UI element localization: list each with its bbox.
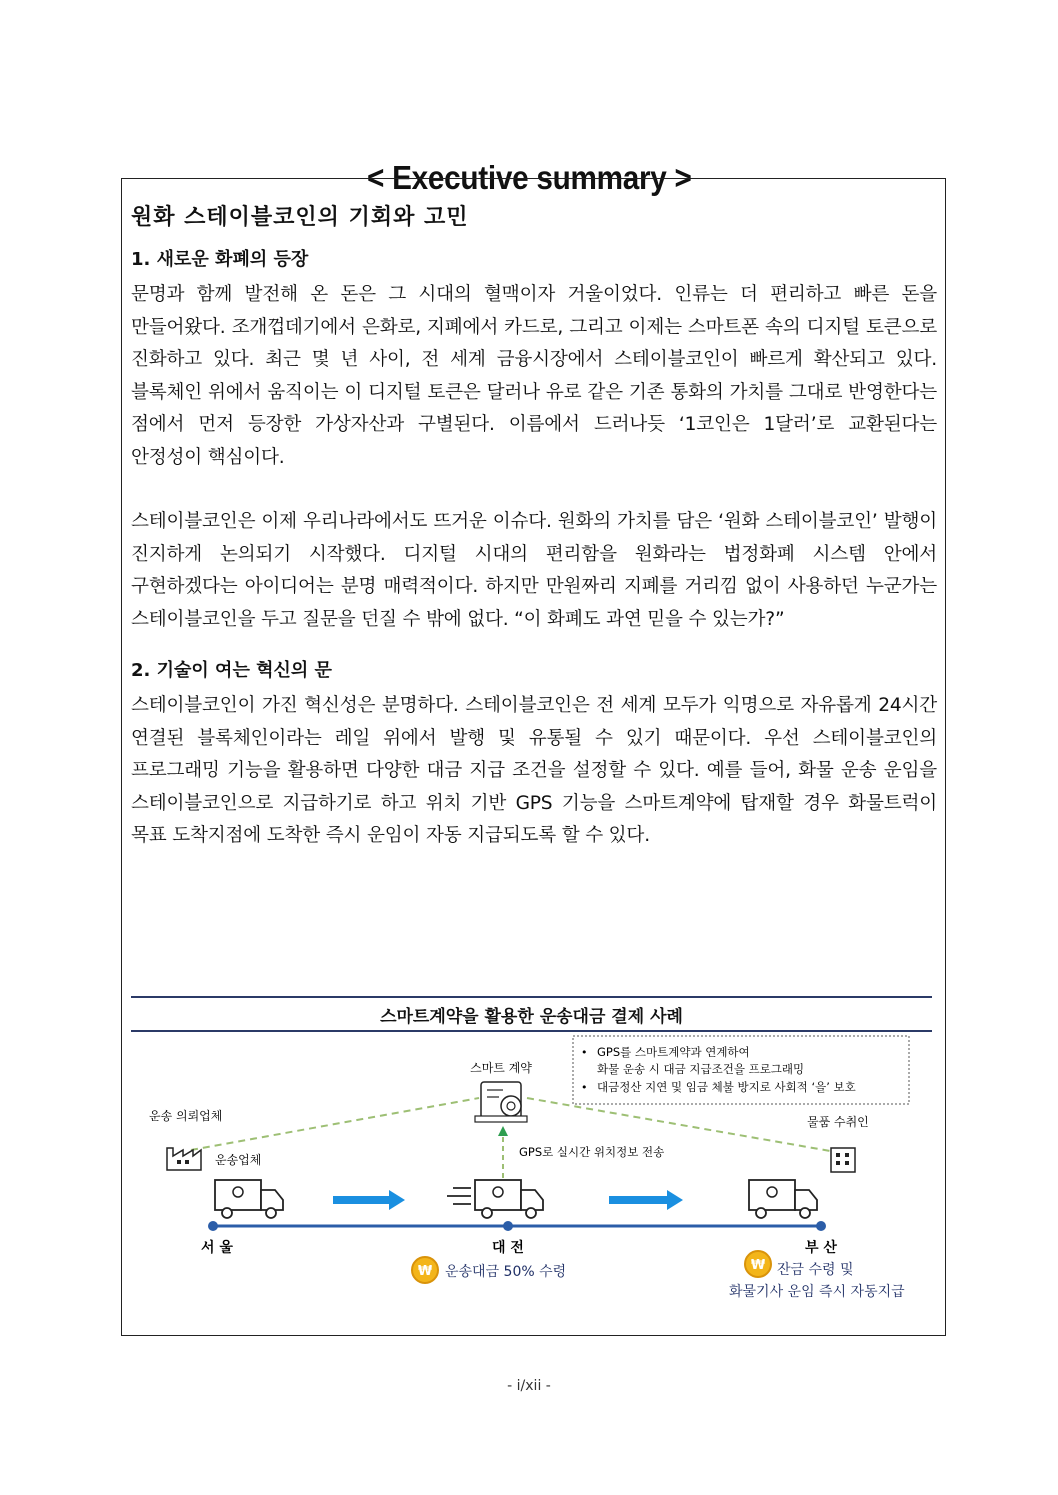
note-bullet-1-line-1: GPS를 스마트계약과 연계하여	[597, 1045, 750, 1059]
seoul-node	[208, 1221, 218, 1231]
city-busan: 부 산	[805, 1240, 837, 1256]
city-seoul: 서 울	[201, 1240, 233, 1256]
final-payment-line-2: 화물기사 운임 즉시 자동지급	[729, 1284, 905, 1300]
section-1-paragraph-1: 문명과 함께 발전해 온 돈은 그 시대의 혈맥이자 거울이었다. 인류는 더 편리하고 빠른 돈을 만들어왔다. 조개껍데기에서 은화로, 지폐에서 카드로, 그리고 이제는 스마트폰 속의 디지털 토큰으로 진화하고 있다. 최근 몇 년 사이, 전 세계 금융시장에서 스테이블코인이 빠르게 확산되고 있다. 블록체인 위에서 움직이는 이 디지털 토큰은 달러나 유로 같은 기존 통화의 가치를 그대로 반영한다는 점에서 먼저 등장한 가상자산과 구별된다. 이름에서 드러나듯 ‘1코인은 1달러’로 교환된다는 안정성이 핵심이다.	[131, 284, 937, 468]
shipper-contract-link	[191, 1098, 479, 1150]
smart-contract-icon	[475, 1082, 527, 1122]
carrier-label: 운송업체	[215, 1153, 262, 1167]
main-heading: 원화 스테이블코인의 기회와 고민	[131, 205, 469, 230]
truck-seoul-icon	[215, 1180, 283, 1218]
final-payment-line-1: 잔금 수령 및	[777, 1262, 854, 1278]
payment-diagram	[131, 996, 932, 1316]
section-1-paragraph-2: 스테이블코인은 이제 우리나라에서도 뜨거운 이슈다. 원화의 가치를 담은 ‘원화 스테이블코인’ 발행이 진지하게 논의되기 시작했다. 디지털 시대의 편리함을 원화라는 법정화폐 시스템 안에서 구현하겠다는 아이디어는 분명 매력적이다. 하지만 만원짜리 지폐를 거리낌 없이 사용하던 누군가는 스테이블코인을 두고 질문을 던질 수 밖에 없다. “이 화폐도 과연 믿을 수 있는가?”	[131, 511, 937, 630]
bullet-dot-1: •	[581, 1046, 588, 1059]
busan-node	[816, 1221, 826, 1231]
svg-text:₩: ₩	[417, 1264, 433, 1279]
section-1-heading: 1. 새로운 화폐의 등장	[131, 249, 309, 270]
figure-top-rule	[131, 996, 932, 998]
diagram-svg	[131, 1030, 932, 1320]
arrow-daejeon-busan	[609, 1190, 683, 1210]
box-title: < Executive summary >	[0, 158, 1058, 198]
receiver-label: 물품 수취인	[807, 1115, 869, 1129]
section-2-heading: 2. 기술이 여는 혁신의 문	[131, 660, 332, 681]
section-2-paragraph-1: 스테이블코인이 가진 혁신성은 분명하다. 스테이블코인은 전 세계 모두가 익명으로 자유롭게 24시간 연결된 블록체인이라는 레일 위에서 발행 및 유통될 수 있기 때문이다. 우선 스테이블코인의 프로그래밍 기능을 활용하면 다양한 대금 지급 조건을 설정할 수 있다. 예를 들어, 화물 운송 운임을 스테이블코인으로 지급하기로 하고 위치 기반 GPS 기능을 스마트계약에 탑재할 경우 화물트럭이 목표 도착지점에 도착한 즉시 운임이 자동 지급되도록 할 수 있다.	[131, 695, 937, 846]
shipper-label: 운송 의뢰업체	[149, 1109, 223, 1123]
smart-contract-label: 스마트 계약	[470, 1061, 532, 1075]
daejeon-node	[503, 1221, 513, 1231]
gps-arrow-head	[498, 1126, 508, 1136]
gps-label: GPS로 실시간 위치정보 전송	[519, 1145, 665, 1159]
note-bullet-1-line-2: 화물 운송 시 대금 지급조건을 프로그래밍	[597, 1062, 805, 1076]
bullet-dot-2: •	[581, 1081, 588, 1094]
note-bullet-2: 대금정산 지연 및 임금 체불 방지로 사회적 ‘을’ 보호	[597, 1080, 856, 1094]
truck-busan-icon	[749, 1180, 817, 1218]
coin-icon-daejeon	[412, 1257, 438, 1283]
factory-icon	[167, 1148, 201, 1170]
figure-title: 스마트계약을 활용한 운송대금 결제 사례	[380, 1007, 683, 1027]
arrow-seoul-daejeon	[333, 1190, 405, 1210]
truck-daejeon-icon	[447, 1180, 543, 1218]
contract-receiver-link	[527, 1098, 836, 1152]
coin-icon-busan	[745, 1251, 771, 1277]
building-icon	[831, 1148, 855, 1172]
svg-text:₩: ₩	[750, 1258, 766, 1273]
city-daejeon: 대 전	[492, 1240, 524, 1256]
mid-payment-label: 운송대금 50% 수령	[445, 1264, 567, 1280]
summary-content	[131, 196, 937, 853]
page-number: - i/xii -	[507, 1378, 551, 1394]
